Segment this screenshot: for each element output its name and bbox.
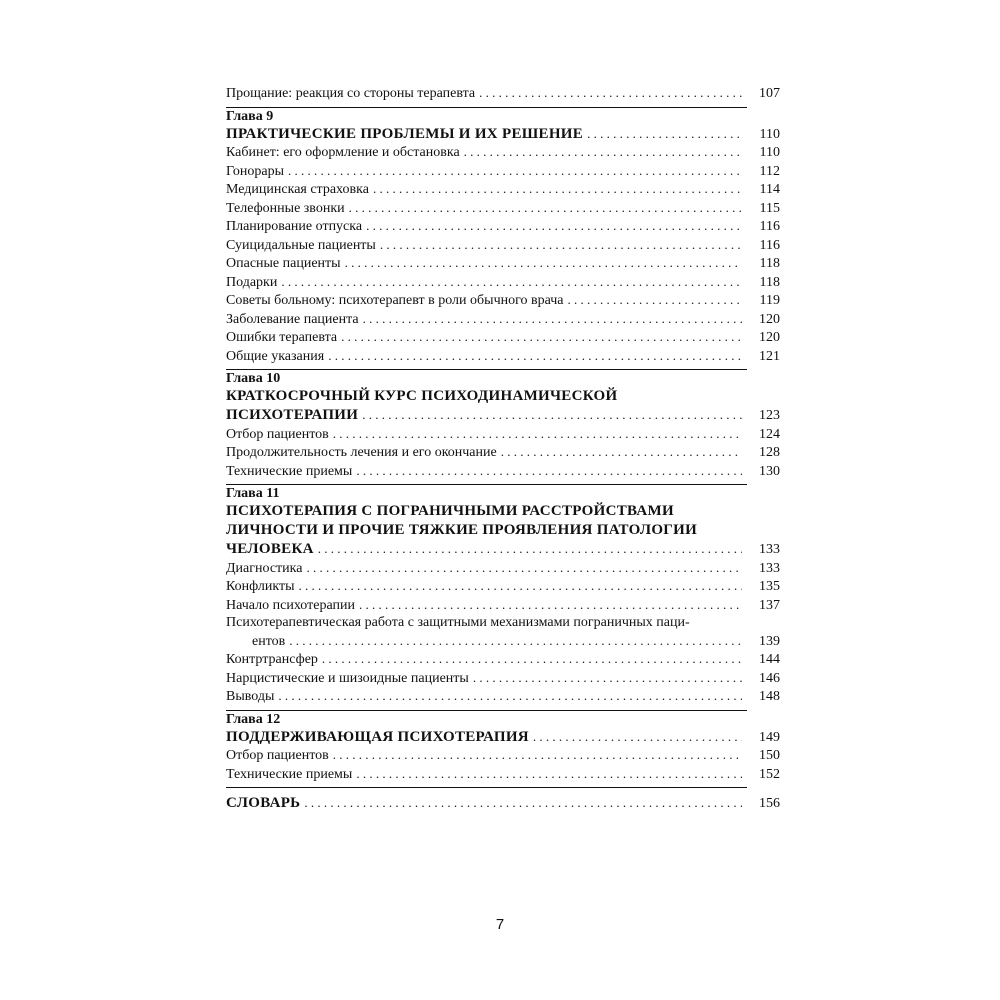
chapter-divider — [226, 710, 747, 711]
leader-dots — [304, 794, 742, 812]
toc-entry-title: Конфликты — [226, 579, 295, 594]
toc-entry — [226, 632, 780, 651]
leader-dots — [363, 310, 742, 328]
toc-entry-title: Подарки — [226, 274, 278, 290]
toc-entry — [226, 84, 780, 103]
toc-entry-title: Продолжительность лечения и его окончание — [226, 445, 497, 460]
leader-dots — [501, 443, 742, 461]
chapter-divider — [226, 107, 747, 108]
toc-entry-page: 116 — [759, 219, 780, 234]
toc-entry — [226, 162, 780, 181]
toc-entry — [226, 577, 780, 596]
toc-entry — [226, 199, 780, 218]
toc-entry-page: 133 — [759, 560, 780, 576]
chapter-label: Глава 12 — [226, 711, 281, 727]
toc-entry-title: Советы больному: психотерапевт в роли обычного врача — [226, 293, 564, 308]
toc-entry-title: Диагностика — [226, 560, 303, 576]
toc-entry-title: Общие указания — [226, 348, 325, 364]
toc-entry — [226, 425, 780, 444]
leader-dots — [333, 425, 742, 443]
toc-entry-title: ентов — [252, 633, 286, 649]
toc-entry-title: Технические приемы — [226, 766, 353, 782]
toc-entry-title: Ошибки терапевта — [226, 330, 338, 345]
toc-entry — [226, 180, 780, 199]
toc-entry — [226, 746, 780, 765]
toc-entry-title: Отбор пациентов — [226, 426, 329, 442]
toc-entry-page: 119 — [759, 293, 780, 308]
chapter-title — [226, 728, 780, 747]
toc-entry — [226, 669, 780, 688]
toc-entry-title: Планирование отпуска — [226, 219, 363, 234]
leader-dots — [356, 462, 742, 480]
toc-entry-title: Контртрансфер — [226, 652, 318, 667]
leader-dots — [587, 125, 742, 143]
chapter-page: 133 — [759, 542, 780, 557]
chapter-title — [226, 406, 780, 425]
toc-entry-title: Начало психотерапии — [226, 597, 355, 613]
toc-entry-title-line: Психотерапевтическая работа с защитными механизмами пограничных паци- — [226, 615, 690, 630]
leader-dots — [289, 632, 742, 650]
toc-entry — [226, 462, 780, 481]
toc-entry — [226, 559, 780, 578]
page-number: 7 — [495, 916, 505, 933]
toc-entry-page: 128 — [759, 445, 780, 460]
toc-entry-page: 130 — [759, 463, 780, 479]
leader-dots — [318, 540, 742, 558]
leader-dots — [533, 728, 742, 746]
toc-entry-title: Кабинет: его оформление и обстановка — [226, 145, 460, 160]
leader-dots — [473, 669, 742, 687]
toc-entry-page: 150 — [759, 748, 780, 763]
chapter-divider — [226, 484, 747, 485]
toc-entry-page: 152 — [759, 766, 780, 782]
chapter-title-text: ПСИХОТЕРАПИИ — [226, 407, 359, 423]
leader-dots — [298, 577, 742, 595]
chapter-title-text: ПРАКТИЧЕСКИЕ ПРОБЛЕМЫ И ИХ РЕШЕНИЕ — [226, 125, 584, 142]
chapter-page: 123 — [759, 408, 780, 423]
toc-entry — [226, 254, 780, 273]
toc-entry — [226, 273, 780, 292]
toc-entry-title: Заболевание пациента — [226, 311, 359, 327]
toc-entry-page: 121 — [759, 348, 780, 364]
leader-dots — [281, 273, 742, 291]
leader-dots — [278, 687, 742, 705]
toc-entry-page: 124 — [759, 426, 780, 442]
toc-entry-title: Нарцистические и шизоидные пациенты — [226, 670, 469, 686]
leader-dots — [464, 143, 742, 161]
toc-entry-page: 112 — [759, 163, 780, 179]
leader-dots — [366, 217, 742, 235]
glossary-title: СЛОВАРЬ — [226, 795, 301, 811]
toc-entry — [226, 765, 780, 784]
leader-dots — [306, 559, 742, 577]
chapter-page: 110 — [759, 126, 780, 142]
toc-entry-page: 114 — [759, 182, 780, 197]
toc-entry-title: Гонорары — [226, 163, 284, 179]
toc-entry-page: 107 — [759, 86, 780, 101]
chapter-title-line: ПСИХОТЕРАПИЯ С ПОГРАНИЧНЫМИ РАССТРОЙСТВАМИ — [226, 503, 674, 519]
toc-entry-title: Технические приемы — [226, 463, 353, 479]
toc-entry — [226, 443, 780, 462]
toc-entry — [226, 217, 780, 236]
toc-entry-title: Телефонные звонки — [226, 200, 345, 216]
toc-entry-page: 116 — [759, 237, 780, 253]
leader-dots — [345, 254, 742, 272]
chapter-title — [226, 125, 780, 144]
chapter-title-text: ЧЕЛОВЕКА — [226, 541, 314, 557]
toc-entry-title: Медицинская страховка — [226, 182, 369, 197]
toc-entry — [226, 650, 780, 669]
toc-entry — [226, 328, 780, 347]
toc-entry-page: 118 — [759, 256, 780, 271]
chapter-label: Глава 9 — [226, 108, 274, 124]
glossary-entry — [226, 794, 780, 813]
toc-entry-page: 115 — [759, 200, 780, 216]
toc-entry — [226, 236, 780, 255]
toc-entry — [226, 310, 780, 329]
leader-dots — [341, 328, 742, 346]
chapter-divider — [226, 369, 747, 370]
leader-dots — [322, 650, 742, 668]
leader-dots — [568, 291, 742, 309]
toc-entry — [226, 347, 780, 366]
toc-entry-title: Выводы — [226, 689, 275, 704]
toc-entry-page: 146 — [759, 670, 780, 686]
chapter-title-line: ЛИЧНОСТИ И ПРОЧИЕ ТЯЖКИЕ ПРОЯВЛЕНИЯ ПАТОЛОГИИ — [226, 522, 698, 538]
toc-entry-page: 110 — [759, 145, 780, 160]
chapter-page: 149 — [759, 729, 780, 745]
chapter-label: Глава 10 — [226, 371, 281, 386]
leader-dots — [362, 406, 742, 424]
chapter-label: Глава 11 — [226, 486, 280, 501]
toc-entry-page: 120 — [759, 330, 780, 345]
toc-entry-title: Суицидальные пациенты — [226, 237, 376, 253]
toc-entry-page: 148 — [759, 689, 780, 704]
leader-dots — [373, 180, 742, 198]
leader-dots — [349, 199, 742, 217]
leader-dots — [359, 596, 742, 614]
toc-entry-page: 135 — [759, 579, 780, 594]
toc-entry-title: Опасные пациенты — [226, 256, 341, 271]
glossary-page: 156 — [759, 796, 780, 811]
toc-entry-page: 118 — [759, 274, 780, 290]
table-of-contents — [226, 84, 780, 813]
chapter-title-text: ПОДДЕРЖИВАЮЩАЯ ПСИХОТЕРАПИЯ — [226, 728, 529, 745]
chapter-title — [226, 540, 780, 559]
toc-entry-page: 139 — [759, 633, 780, 649]
toc-entry-page: 144 — [759, 652, 780, 667]
leader-dots — [356, 765, 742, 783]
leader-dots — [479, 84, 742, 102]
toc-entry-page: 120 — [759, 311, 780, 327]
leader-dots — [380, 236, 742, 254]
leader-dots — [288, 162, 742, 180]
leader-dots — [328, 347, 742, 365]
chapter-title-line: КРАТКОСРОЧНЫЙ КУРС ПСИХОДИНАМИЧЕСКОЙ — [226, 388, 618, 404]
toc-entry-title: Отбор пациентов — [226, 748, 329, 763]
toc-entry — [226, 687, 780, 706]
toc-entry-title: Прощание: реакция со стороны терапевта — [226, 86, 476, 101]
toc-entry — [226, 143, 780, 162]
toc-entry-page: 137 — [759, 597, 780, 613]
toc-entry — [226, 596, 780, 615]
leader-dots — [333, 746, 742, 764]
toc-entry — [226, 291, 780, 310]
